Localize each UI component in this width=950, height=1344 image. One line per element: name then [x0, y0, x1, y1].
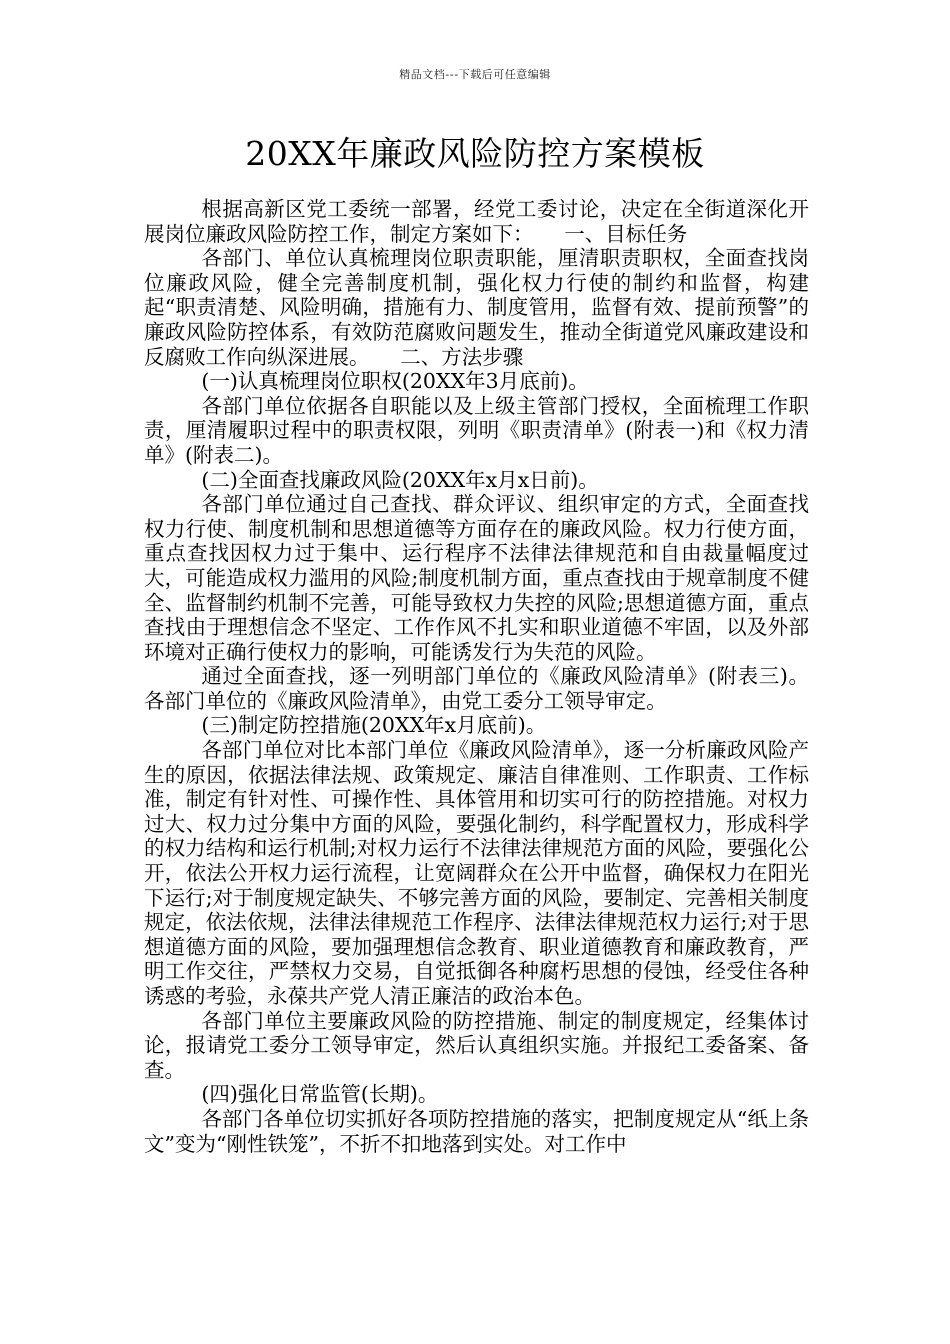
paragraph: (四)强化日常监管(长期)。	[201, 1082, 439, 1107]
paragraph: 各部门各单位切实抓好各项防控措施的落实，把制度规定从“纸上条文”变为“刚性铁笼”，不折不扣地落到实处。对工作中	[144, 1106, 809, 1156]
document-title: 20XX年廉政风险防控方案模板	[245, 134, 705, 173]
paragraph: (三)制定防控措施(20XX年x月底前)。	[201, 713, 547, 738]
header-note: 精品文档---下载后可任意编辑	[399, 68, 551, 81]
paragraph: 各部门单位主要廉政风险的防控措施、制定的制度规定，经集体讨论，报请党工委分工领导审定，然后认真组织实施。并报纪工委备案、备查。	[144, 1008, 809, 1082]
document-body	[144, 197, 809, 1156]
paragraph: (二)全面查找廉政风险(20XX年x月x日前)。	[201, 467, 599, 492]
paragraph: 各部门单位依据各自职能以及上级主管部门授权，全面梳理工作职责，厘清履职过程中的职责权限，列明《职责清单》(附表一)和《权力清单》(附表二)。	[144, 393, 809, 467]
paragraph: 各部门单位对比本部门单位《廉政风险清单》，逐一分析廉政风险产生的原因，依据法律法规、政策规定、廉洁自律准则、工作职责、工作标准，制定有针对性、可操作性、具体管用和切实可行的防控措施。对权力过大、权力过分集中方面的风险，要强化制约，科学配置权力，形成科学的权力结构和运行机制;对权力运行不法律法律规范方面的风险，要强化公开，依法公开权力运行流程，让宽阔群众在公开中监督，确保权力在阳光下运行;对于制度规定缺失、不够完善方面的风险，要制定、完善相关制度规定，依法依规，法律法律规范工作程序、法律法律规范权力运行;对于思想道德方面的风险，要加强理想信念教育、职业道德教育和廉政教育，严明工作交往，严禁权力交易，自觉抵御各种腐朽思想的侵蚀，经受住各种诱惑的考验，永葆共产党人清正廉洁的政治本色。	[144, 738, 809, 1008]
paragraph: 通过全面查找，逐一列明部门单位的《廉政风险清单》(附表三)。各部门单位的《廉政风险清单》，由党工委分工领导审定。	[144, 664, 809, 713]
paragraph: 各部门单位通过自己查找、群众评议、组织审定的方式，全面查找权力行使、制度机制和思想道德等方面存在的廉政风险。权力行使方面，重点查找因权力过于集中、运行程序不法律法律规范和自由裁量幅度过大，可能造成权力滥用的风险;制度机制方面，重点查找由于规章制度不健全、监督制约机制不完善，可能导致权力失控的风险;思想道德方面，重点查找由于理想信念不坚定、工作作风不扎实和职业道德不牢固，以及外部环境对正确行使权力的影响，可能诱发行为失范的风险。	[144, 492, 809, 664]
paragraph: (一)认真梳理岗位职权(20XX年3月底前)。	[201, 369, 589, 394]
paragraph: 各部门、单位认真梳理岗位职责职能，厘清职责职权，全面查找岗位廉政风险，健全完善制度机制，强化权力行使的制约和监督，构建起“职责清楚、风险明确，措施有力、制度管用，监督有效、提前预警”的廉政风险防控体系，有效防范腐败问题发生，推动全街道党风廉政建设和反腐败工作向纵深进展。 二、方法步骤	[144, 246, 809, 369]
paragraph: 根据高新区党工委统一部署，经党工委讨论，决定在全街道深化开展岗位廉政风险防控工作，制定方案如下： 一、目标任务	[144, 197, 809, 246]
